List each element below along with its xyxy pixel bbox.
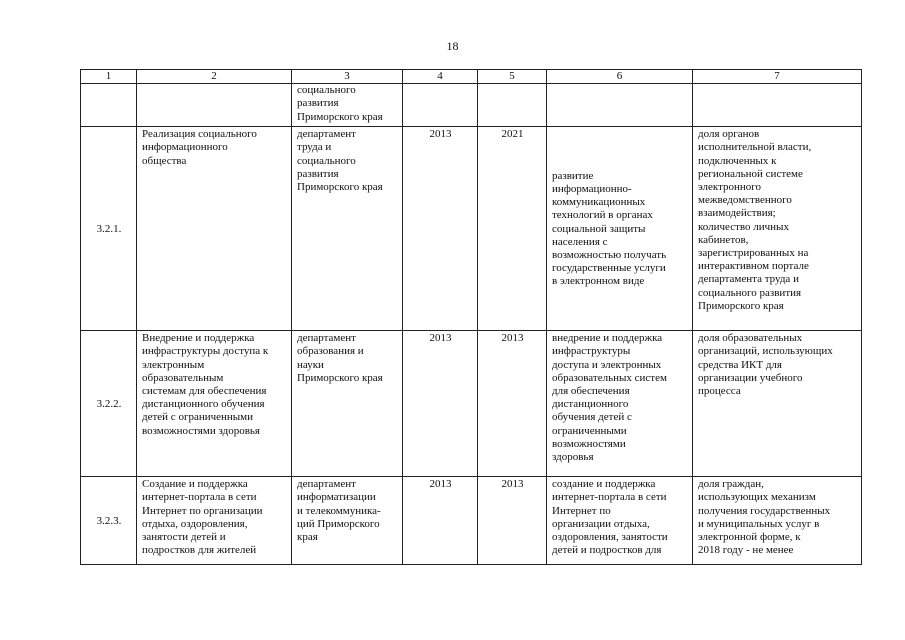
end-year: 2013 [478,477,547,565]
result-line: интернет-портала в сети [552,491,667,504]
indicator-line: процесса [698,385,741,398]
result-line: детей и подростков для [552,544,662,557]
expected-result [547,127,693,331]
name-line: системам для обеспечения [142,385,267,398]
header-cell: 3 [292,70,403,84]
activity-name [137,84,292,127]
result-line: возможностями [552,437,626,450]
row-number: 3.2.3. [81,477,137,565]
header-cell: 1 [81,70,137,84]
indicator-line: электронного [698,181,762,194]
start-year: 2013 [403,127,478,331]
executor-line: социального [297,84,356,97]
expected-result [547,477,693,565]
table-row [81,477,862,565]
indicator-line: доля образовательных [698,332,803,345]
name-line: дистанционного обучения [142,398,265,411]
result-line: возможностью получать [552,249,667,261]
result-line: для обеспечения [552,385,630,398]
executor [292,477,403,565]
result-line: развитие [552,169,594,182]
result-line: государственные услуги [552,262,666,275]
plan-table [80,69,862,565]
result-line: социальной защиты [552,222,646,235]
indicator [693,84,862,127]
executor [292,331,403,477]
executor-line: Приморского края [297,181,383,194]
result-line: внедрение и поддержка [552,332,663,345]
indicator-line: организации учебного [698,371,803,384]
executor-line: науки [297,358,324,371]
indicator-line: межведомственного [698,194,792,207]
header-cell: 4 [403,70,478,84]
name-line: информационного [142,141,228,154]
name-line: Внедрение и поддержка [142,332,255,345]
indicator [693,477,862,565]
executor-line: развития [297,97,339,110]
result-line: ограниченными [552,424,627,437]
indicator-line: электронной форме, к [698,531,801,544]
end-year [478,84,547,127]
expected-result [547,331,693,477]
executor-line: Приморского края [297,371,383,384]
indicator-line: и муниципальных услуг в [698,517,820,530]
indicator-line: организаций, использующих [698,345,833,358]
indicator-line: региональной системе [698,167,803,180]
indicator-line: получения государственных [698,504,831,517]
name-line: инфраструктуры доступа к [142,345,269,358]
result-line: оздоровления, занятости [552,531,668,544]
end-year: 2021 [478,127,547,331]
indicator-line: доля граждан, [698,478,764,491]
start-year: 2013 [403,477,478,565]
indicator-line: количество личных [698,220,789,233]
header-cell: 2 [137,70,292,84]
name-line: образовательным [142,371,224,384]
executor-line: департамент [297,332,356,345]
header-cell: 5 [478,70,547,84]
indicator-line: средства ИКТ для [698,358,782,371]
executor-line: образования и [297,345,364,358]
indicator-line: использующих механизм [698,491,816,504]
table-row [81,127,862,331]
row-number: 3.2.1. [81,127,137,331]
result-line: в электронном виде [552,275,645,288]
indicator-line: 2018 году - не менее [698,544,794,557]
executor [292,127,403,331]
indicator-line: подключенных к [698,154,777,167]
executor-line: и телекоммуника- [297,504,381,517]
table-row [81,84,862,127]
name-line: Создание и поддержка [142,478,248,491]
name-line: электронным [142,358,205,371]
name-line: подростков для жителей [142,544,257,557]
name-line: интернет-портала в сети [142,491,257,504]
indicator-line: доля органов [698,128,760,141]
executor-line: департамент [297,128,356,141]
result-line: коммуникационных [552,196,646,209]
end-year: 2013 [478,331,547,477]
name-line: отдыха, оздоровления, [142,517,248,530]
name-line: детей с ограниченными [142,411,254,424]
indicator-line: взаимодействия; [698,207,776,220]
row-number: 3.2.2. [81,331,137,477]
indicator-line: социального развития [698,286,802,299]
indicator-line: интерактивном портале [698,260,809,273]
header-cell: 7 [693,70,862,84]
result-line: населения с [552,235,608,248]
table-row [81,331,862,477]
indicator [693,127,862,331]
name-line: возможностями здоровья [142,424,260,437]
indicator [693,331,862,477]
result-line: информационно- [552,182,632,195]
result-line: создание и поддержка [552,478,656,491]
start-year: 2013 [403,331,478,477]
executor-line: социального [297,154,356,167]
indicator-line: исполнительной власти, [698,141,812,154]
page-number: 18 [446,39,459,53]
row-number [81,84,137,127]
activity-name [137,477,292,565]
result-line: технологий в органах [552,209,653,222]
result-line: организации отдыха, [552,517,650,530]
executor-line: труда и [297,141,332,154]
name-line: общества [142,154,187,167]
result-line: обучения детей с [552,411,632,424]
indicator-line: зарегистрированных на [698,247,809,260]
expected-result [547,84,693,127]
indicator-line: кабинетов, [698,233,749,246]
result-line: здоровья [552,451,594,464]
name-line: Реализация социального [142,128,257,141]
result-line: доступа и электронных [552,358,662,371]
result-line: дистанционного [552,398,629,411]
indicator-line: департамента труда и [698,273,799,286]
name-line: занятости детей и [142,531,226,544]
header-row [81,70,862,84]
executor-line: Приморского края [297,110,383,123]
indicator-line: Приморского края [698,299,784,312]
header-cell: 6 [547,70,693,84]
executor-line: департамент [297,478,356,491]
result-line: Интернет по [552,504,611,517]
start-year [403,84,478,127]
executor-line: ций Приморского [297,517,380,530]
result-line: образовательных систем [552,371,667,384]
executor-line: края [297,531,318,544]
result-line: инфраструктуры [552,345,631,358]
executor [292,84,403,127]
executor-line: развития [297,167,339,180]
activity-name [137,127,292,331]
executor-line: информатизации [297,491,376,504]
activity-name [137,331,292,477]
name-line: Интернет по организации [142,504,263,517]
